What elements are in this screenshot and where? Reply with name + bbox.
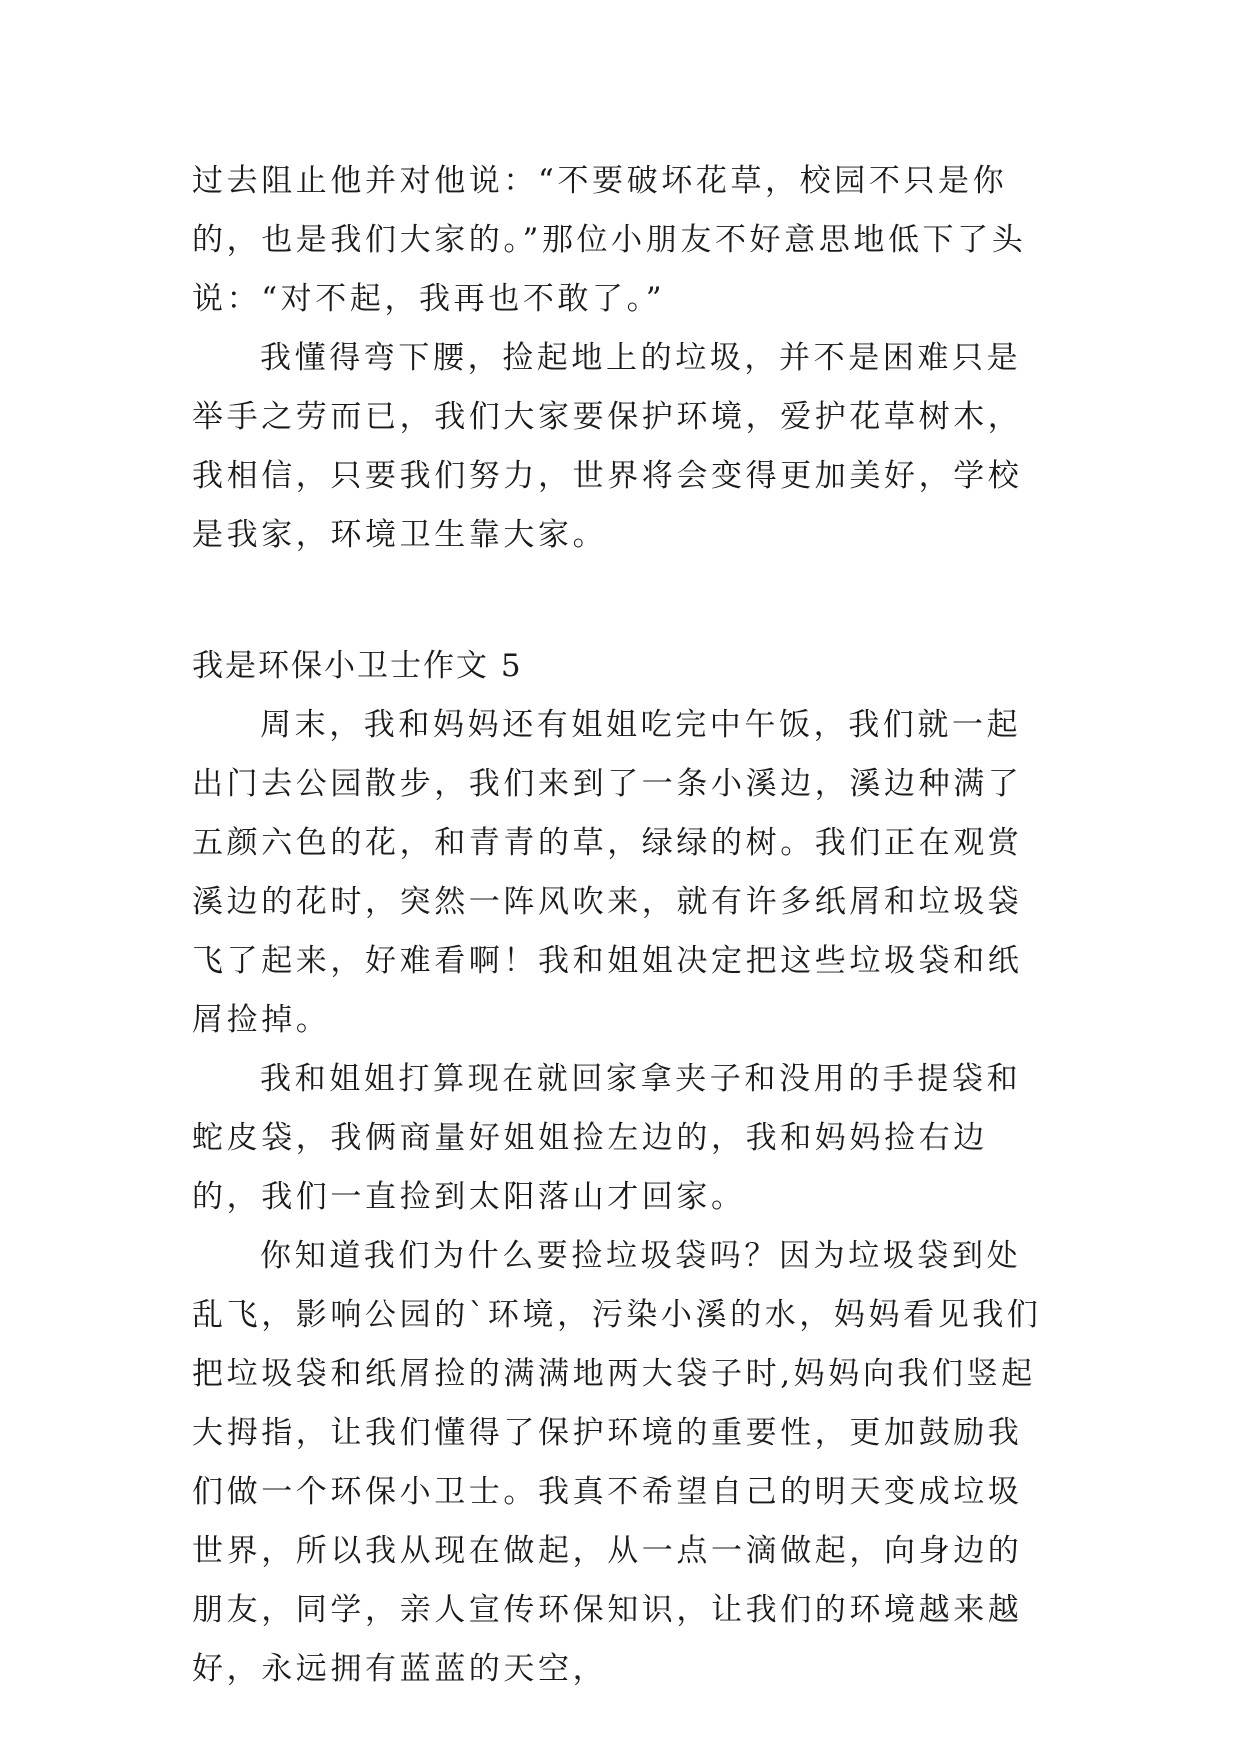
paragraph: 我和姐姐打算现在就回家拿夹子和没用的手提袋和蛇皮袋，我俩商量好姐姐捡左边的，我和妈妈捡右边的，我们一直捡到太阳落山才回家。 bbox=[192, 1061, 1022, 1215]
paragraph: 你知道我们为什么要捡垃圾袋吗？因为垃圾袋到处乱飞，影响公园的`环境，污染小溪的水，妈妈看见我们把垃圾袋和纸屑捡的满满地两大袋子时,妈妈向我们竖起大拇指，让我们懂得了保护环境的重要性，更加鼓励我们做一个环保小卫士。我真不希望自己的明天变成垃圾世界，所以我从现在做起，从一点一滴做起，向身边的朋友，同学，亲人宣传环保知识，让我们的环境越来越好，永远拥有蓝蓝的天空， bbox=[192, 1238, 1042, 1687]
paragraph: 周末，我和妈妈还有姐姐吃完中午饭，我们就一起出门去公园散步，我们来到了一条小溪边，溪边种满了五颜六色的花，和青青的草，绿绿的树。我们正在观赏溪边的花时，突然一阵风吹来，就有许多纸屑和垃圾袋飞了起来，好难看啊！我和姐姐决定把这些垃圾袋和纸屑捡掉。 bbox=[192, 707, 1023, 1038]
document-page bbox=[192, 152, 1052, 1699]
paragraph: 我懂得弯下腰，捡起地上的垃圾，并不是困难只是举手之劳而已，我们大家要保护环境，爱护花草树木，我相信，只要我们努力，世界将会变得更加美好，学校是我家，环境卫生靠大家。 bbox=[192, 340, 1023, 553]
section-title: 我是环保小卫士作文 5 bbox=[192, 648, 523, 684]
paragraph-continued: 过去阻止他并对他说：“不要破坏花草，校园不只是你的，也是我们大家的。”那位小朋友不好意思地低下了头说：“对不起，我再也不敢了。” bbox=[192, 163, 1027, 317]
